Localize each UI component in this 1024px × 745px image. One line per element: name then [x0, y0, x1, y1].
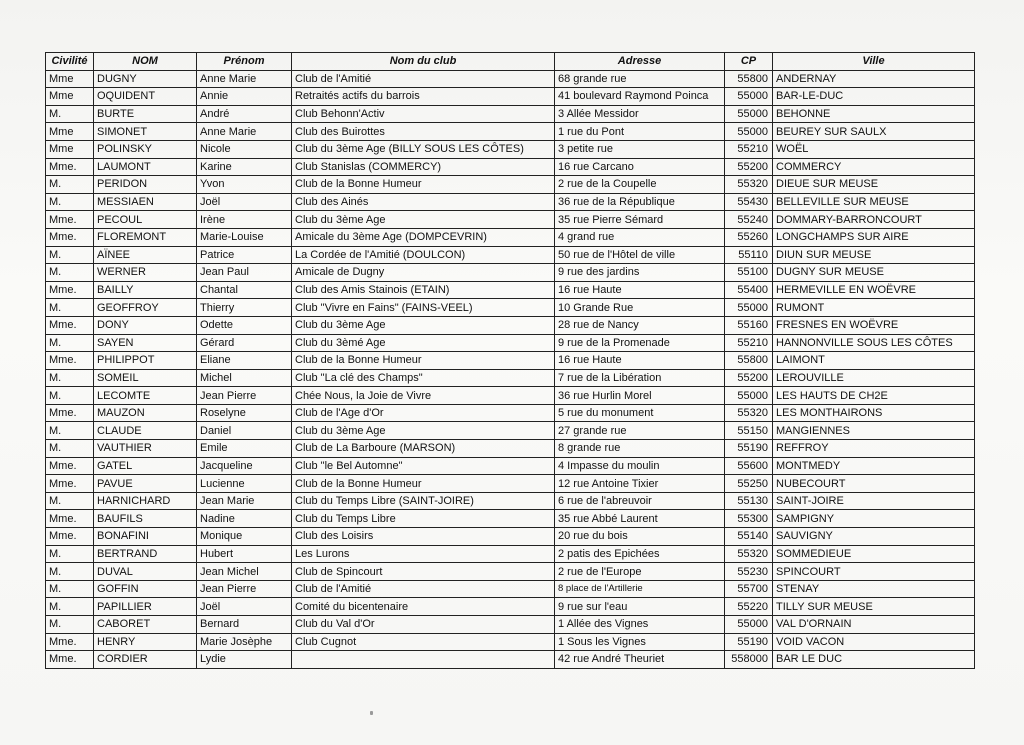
cell-cp: 55000 — [725, 105, 773, 123]
cell-adresse: 16 rue Carcano — [555, 158, 725, 176]
cell-adresse: 10 Grande Rue — [555, 299, 725, 317]
cell-prenom: Jean Pierre — [197, 387, 292, 405]
club-contacts-table — [45, 52, 975, 669]
cell-ville: ANDERNAY — [773, 70, 975, 88]
cell-ville: SAINT-JOIRE — [773, 492, 975, 510]
cell-prenom: Bernard — [197, 616, 292, 634]
cell-nom: HARNICHARD — [94, 492, 197, 510]
cell-civilite: Mme. — [46, 457, 94, 475]
cell-ville: DIEUE SUR MEUSE — [773, 176, 975, 194]
cell-club: Club de Spincourt — [292, 563, 555, 581]
cell-nom: BONAFINI — [94, 528, 197, 546]
cell-prenom: Nicole — [197, 140, 292, 158]
cell-ville: RUMONT — [773, 299, 975, 317]
cell-nom: VAUTHIER — [94, 440, 197, 458]
cell-nom: FLOREMONT — [94, 228, 197, 246]
cell-club: Club des Ainés — [292, 193, 555, 211]
cell-civilite: M. — [46, 246, 94, 264]
cell-club — [292, 651, 555, 669]
cell-nom: SIMONET — [94, 123, 197, 141]
cell-adresse: 20 rue du bois — [555, 528, 725, 546]
cell-club: Club du Temps Libre — [292, 510, 555, 528]
header-civilite: Civilité — [46, 53, 94, 71]
cell-cp: 55800 — [725, 352, 773, 370]
cell-club: Chée Nous, la Joie de Vivre — [292, 387, 555, 405]
table-row — [46, 281, 975, 299]
cell-nom: BURTE — [94, 105, 197, 123]
cell-civilite: Mme — [46, 123, 94, 141]
cell-cp: 55130 — [725, 492, 773, 510]
scan-speck — [370, 711, 373, 715]
cell-nom: GOFFIN — [94, 580, 197, 598]
cell-cp: 55190 — [725, 633, 773, 651]
cell-nom: MAUZON — [94, 404, 197, 422]
cell-nom: DUVAL — [94, 563, 197, 581]
cell-nom: BAILLY — [94, 281, 197, 299]
cell-ville: VAL D'ORNAIN — [773, 616, 975, 634]
cell-ville: TILLY SUR MEUSE — [773, 598, 975, 616]
cell-adresse: 8 place de l'Artillerie — [555, 580, 725, 598]
cell-civilite: Mme. — [46, 510, 94, 528]
table-row — [46, 633, 975, 651]
cell-club: Club "La clé des Champs" — [292, 369, 555, 387]
cell-prenom: Odette — [197, 316, 292, 334]
table-row — [46, 369, 975, 387]
cell-adresse: 35 rue Abbé Laurent — [555, 510, 725, 528]
cell-prenom: Emile — [197, 440, 292, 458]
cell-cp: 55200 — [725, 369, 773, 387]
cell-adresse: 2 rue de l'Europe — [555, 563, 725, 581]
cell-cp: 55250 — [725, 475, 773, 493]
cell-prenom: Jean Michel — [197, 563, 292, 581]
cell-cp: 55000 — [725, 123, 773, 141]
cell-adresse: 50 rue de l'Hôtel de ville — [555, 246, 725, 264]
cell-civilite: Mme. — [46, 316, 94, 334]
cell-club: Amicale du 3ème Age (DOMPCEVRIN) — [292, 228, 555, 246]
cell-club: Club de la Bonne Humeur — [292, 352, 555, 370]
cell-club: Club de la Bonne Humeur — [292, 475, 555, 493]
cell-civilite: Mme. — [46, 528, 94, 546]
cell-club: Club du 3ème Age — [292, 211, 555, 229]
cell-prenom: Anne Marie — [197, 70, 292, 88]
table-row — [46, 228, 975, 246]
cell-club: Club de la Bonne Humeur — [292, 176, 555, 194]
cell-prenom: Joël — [197, 193, 292, 211]
cell-club: Comité du bicentenaire — [292, 598, 555, 616]
cell-nom: PHILIPPOT — [94, 352, 197, 370]
cell-prenom: Yvon — [197, 176, 292, 194]
table-row — [46, 616, 975, 634]
cell-ville: DOMMARY-BARRONCOURT — [773, 211, 975, 229]
cell-adresse: 2 patis des Epichées — [555, 545, 725, 563]
cell-adresse: 42 rue André Theuriet — [555, 651, 725, 669]
table-row — [46, 140, 975, 158]
cell-ville: HANNONVILLE SOUS LES CÔTES — [773, 334, 975, 352]
cell-civilite: M. — [46, 616, 94, 634]
cell-adresse: 28 rue de Nancy — [555, 316, 725, 334]
cell-club: Club de l'Age d'Or — [292, 404, 555, 422]
cell-ville: BEUREY SUR SAULX — [773, 123, 975, 141]
table-row — [46, 105, 975, 123]
cell-ville: NUBECOURT — [773, 475, 975, 493]
cell-civilite: M. — [46, 440, 94, 458]
cell-ville: DIUN SUR MEUSE — [773, 246, 975, 264]
cell-prenom: Anne Marie — [197, 123, 292, 141]
table-row — [46, 404, 975, 422]
cell-club: La Cordée de l'Amitié (DOULCON) — [292, 246, 555, 264]
cell-club: Club des Loisirs — [292, 528, 555, 546]
cell-club: Club du 3ème Age — [292, 422, 555, 440]
cell-club: Club des Buirottes — [292, 123, 555, 141]
cell-adresse: 12 rue Antoine Tixier — [555, 475, 725, 493]
cell-civilite: M. — [46, 193, 94, 211]
table-row — [46, 580, 975, 598]
table-row — [46, 528, 975, 546]
cell-nom: PERIDON — [94, 176, 197, 194]
cell-prenom: André — [197, 105, 292, 123]
cell-prenom: Jean Marie — [197, 492, 292, 510]
cell-ville: SOMMEDIEUE — [773, 545, 975, 563]
table-row — [46, 334, 975, 352]
cell-ville: VOID VACON — [773, 633, 975, 651]
cell-cp: 55800 — [725, 70, 773, 88]
table-row — [46, 211, 975, 229]
cell-club: Club du Val d'Or — [292, 616, 555, 634]
cell-prenom: Marie-Louise — [197, 228, 292, 246]
cell-civilite: Mme. — [46, 352, 94, 370]
cell-nom: OQUIDENT — [94, 88, 197, 106]
cell-adresse: 7 rue de la Libération — [555, 369, 725, 387]
cell-ville: HERMEVILLE EN WOËVRE — [773, 281, 975, 299]
table-row — [46, 651, 975, 669]
cell-cp: 55320 — [725, 545, 773, 563]
cell-civilite: Mme — [46, 70, 94, 88]
cell-nom: LECOMTE — [94, 387, 197, 405]
cell-nom: GATEL — [94, 457, 197, 475]
cell-civilite: M. — [46, 580, 94, 598]
table-row — [46, 510, 975, 528]
cell-adresse: 4 grand rue — [555, 228, 725, 246]
cell-civilite: M. — [46, 369, 94, 387]
cell-ville: MONTMEDY — [773, 457, 975, 475]
cell-cp: 55220 — [725, 598, 773, 616]
cell-ville: SAUVIGNY — [773, 528, 975, 546]
cell-prenom: Nadine — [197, 510, 292, 528]
table-row — [46, 193, 975, 211]
cell-ville: DUGNY SUR MEUSE — [773, 264, 975, 282]
cell-cp: 55140 — [725, 528, 773, 546]
header-adresse: Adresse — [555, 53, 725, 71]
cell-prenom: Jacqueline — [197, 457, 292, 475]
cell-nom: BAUFILS — [94, 510, 197, 528]
cell-club: Club "Vivre en Fains" (FAINS-VEEL) — [292, 299, 555, 317]
cell-nom: MESSIAEN — [94, 193, 197, 211]
cell-club: Club du 3ème Age — [292, 316, 555, 334]
cell-adresse: 6 rue de l'abreuvoir — [555, 492, 725, 510]
cell-cp: 55160 — [725, 316, 773, 334]
cell-civilite: M. — [46, 598, 94, 616]
cell-cp: 55000 — [725, 616, 773, 634]
cell-adresse: 4 Impasse du moulin — [555, 457, 725, 475]
cell-civilite: Mme. — [46, 651, 94, 669]
cell-cp: 55700 — [725, 580, 773, 598]
cell-nom: SAYEN — [94, 334, 197, 352]
cell-adresse: 35 rue Pierre Sémard — [555, 211, 725, 229]
cell-prenom: Daniel — [197, 422, 292, 440]
table-row — [46, 457, 975, 475]
table-row — [46, 246, 975, 264]
cell-cp: 55210 — [725, 140, 773, 158]
cell-nom: LAUMONT — [94, 158, 197, 176]
cell-club: Retraités actifs du barrois — [292, 88, 555, 106]
cell-club: Club Stanislas (COMMERCY) — [292, 158, 555, 176]
cell-club: Les Lurons — [292, 545, 555, 563]
cell-nom: CORDIER — [94, 651, 197, 669]
table-row — [46, 316, 975, 334]
table-row — [46, 475, 975, 493]
cell-civilite: Mme — [46, 140, 94, 158]
cell-ville: BEHONNE — [773, 105, 975, 123]
cell-club: Club "le Bel Automne" — [292, 457, 555, 475]
cell-civilite: Mme. — [46, 211, 94, 229]
cell-nom: POLINSKY — [94, 140, 197, 158]
header-nom-du-club: Nom du club — [292, 53, 555, 71]
cell-civilite: Mme. — [46, 633, 94, 651]
cell-club: Club Behonn'Activ — [292, 105, 555, 123]
cell-club: Club du Temps Libre (SAINT-JOIRE) — [292, 492, 555, 510]
cell-ville: LES HAUTS DE CH2E — [773, 387, 975, 405]
cell-club: Club de l'Amitié — [292, 70, 555, 88]
cell-cp: 558000 — [725, 651, 773, 669]
cell-adresse: 41 boulevard Raymond Poinca — [555, 88, 725, 106]
cell-prenom: Jean Pierre — [197, 580, 292, 598]
cell-adresse: 27 grande rue — [555, 422, 725, 440]
cell-adresse: 9 rue sur l'eau — [555, 598, 725, 616]
cell-cp: 55260 — [725, 228, 773, 246]
table-row — [46, 563, 975, 581]
cell-civilite: M. — [46, 492, 94, 510]
cell-cp: 55000 — [725, 387, 773, 405]
cell-civilite: Mme — [46, 88, 94, 106]
cell-prenom: Michel — [197, 369, 292, 387]
cell-civilite: M. — [46, 545, 94, 563]
cell-ville: BAR-LE-DUC — [773, 88, 975, 106]
table-row — [46, 88, 975, 106]
cell-adresse: 16 rue Haute — [555, 281, 725, 299]
cell-prenom: Marie Josèphe — [197, 633, 292, 651]
cell-club: Club du 3ème Age (BILLY SOUS LES CÔTES) — [292, 140, 555, 158]
cell-club: Club Cugnot — [292, 633, 555, 651]
cell-civilite: M. — [46, 264, 94, 282]
cell-nom: CABORET — [94, 616, 197, 634]
cell-cp: 55320 — [725, 404, 773, 422]
cell-cp: 55150 — [725, 422, 773, 440]
cell-club: Club du 3èmé Age — [292, 334, 555, 352]
cell-prenom: Lucienne — [197, 475, 292, 493]
cell-civilite: M. — [46, 334, 94, 352]
cell-nom: GEOFFROY — [94, 299, 197, 317]
table-row — [46, 158, 975, 176]
cell-cp: 55000 — [725, 299, 773, 317]
header-cp: CP — [725, 53, 773, 71]
cell-nom: AÏNEE — [94, 246, 197, 264]
cell-cp: 55200 — [725, 158, 773, 176]
cell-adresse: 9 rue des jardins — [555, 264, 725, 282]
table-row — [46, 123, 975, 141]
cell-nom: WERNER — [94, 264, 197, 282]
cell-nom: SOMEIL — [94, 369, 197, 387]
header-prenom: Prénom — [197, 53, 292, 71]
cell-nom: HENRY — [94, 633, 197, 651]
cell-adresse: 36 rue Hurlin Morel — [555, 387, 725, 405]
cell-cp: 55100 — [725, 264, 773, 282]
cell-adresse: 5 rue du monument — [555, 404, 725, 422]
cell-prenom: Patrice — [197, 246, 292, 264]
cell-ville: SPINCOURT — [773, 563, 975, 581]
table-row — [46, 387, 975, 405]
cell-prenom: Roselyne — [197, 404, 292, 422]
cell-club: Club des Amis Stainois (ETAIN) — [292, 281, 555, 299]
cell-cp: 55000 — [725, 88, 773, 106]
cell-nom: PECOUL — [94, 211, 197, 229]
cell-ville: FRESNES EN WOËVRE — [773, 316, 975, 334]
cell-adresse: 36 rue de la République — [555, 193, 725, 211]
cell-nom: BERTRAND — [94, 545, 197, 563]
cell-civilite: M. — [46, 422, 94, 440]
cell-cp: 55210 — [725, 334, 773, 352]
cell-adresse: 2 rue de la Coupelle — [555, 176, 725, 194]
cell-ville: REFFROY — [773, 440, 975, 458]
table-row — [46, 422, 975, 440]
cell-adresse: 3 Allée Messidor — [555, 105, 725, 123]
cell-adresse: 1 Allée des Vignes — [555, 616, 725, 634]
cell-cp: 55430 — [725, 193, 773, 211]
cell-ville: LEROUVILLE — [773, 369, 975, 387]
header-nom: NOM — [94, 53, 197, 71]
table-row — [46, 440, 975, 458]
header-ville: Ville — [773, 53, 975, 71]
cell-ville: LONGCHAMPS SUR AIRE — [773, 228, 975, 246]
cell-club: Amicale de Dugny — [292, 264, 555, 282]
table-row — [46, 70, 975, 88]
cell-cp: 55320 — [725, 176, 773, 194]
cell-adresse: 1 Sous les Vignes — [555, 633, 725, 651]
cell-prenom: Eliane — [197, 352, 292, 370]
cell-ville: BELLEVILLE SUR MEUSE — [773, 193, 975, 211]
cell-prenom: Thierry — [197, 299, 292, 317]
cell-civilite: Mme. — [46, 475, 94, 493]
cell-cp: 55300 — [725, 510, 773, 528]
cell-prenom: Monique — [197, 528, 292, 546]
header-row — [46, 53, 975, 71]
cell-civilite: M. — [46, 176, 94, 194]
cell-adresse: 16 rue Haute — [555, 352, 725, 370]
cell-ville: LAIMONT — [773, 352, 975, 370]
cell-nom: DONY — [94, 316, 197, 334]
table-row — [46, 492, 975, 510]
table-row — [46, 176, 975, 194]
cell-civilite: Mme. — [46, 158, 94, 176]
cell-ville: COMMERCY — [773, 158, 975, 176]
cell-cp: 55240 — [725, 211, 773, 229]
cell-civilite: Mme. — [46, 281, 94, 299]
cell-cp: 55190 — [725, 440, 773, 458]
cell-prenom: Gérard — [197, 334, 292, 352]
cell-nom: PAVUE — [94, 475, 197, 493]
cell-ville: LES MONTHAIRONS — [773, 404, 975, 422]
cell-club: Club de La Barboure (MARSON) — [292, 440, 555, 458]
cell-cp: 55230 — [725, 563, 773, 581]
cell-cp: 55600 — [725, 457, 773, 475]
cell-club: Club de l'Amitié — [292, 580, 555, 598]
cell-prenom: Jean Paul — [197, 264, 292, 282]
cell-adresse: 3 petite rue — [555, 140, 725, 158]
table-row — [46, 264, 975, 282]
cell-civilite: M. — [46, 387, 94, 405]
cell-cp: 55400 — [725, 281, 773, 299]
cell-ville: WOËL — [773, 140, 975, 158]
cell-adresse: 1 rue du Pont — [555, 123, 725, 141]
cell-ville: MANGIENNES — [773, 422, 975, 440]
cell-nom: CLAUDE — [94, 422, 197, 440]
cell-prenom: Karine — [197, 158, 292, 176]
cell-ville: STENAY — [773, 580, 975, 598]
cell-nom: DUGNY — [94, 70, 197, 88]
cell-nom: PAPILLIER — [94, 598, 197, 616]
table-row — [46, 352, 975, 370]
cell-civilite: M. — [46, 299, 94, 317]
cell-prenom: Irène — [197, 211, 292, 229]
cell-prenom: Chantal — [197, 281, 292, 299]
table-row — [46, 299, 975, 317]
table-row — [46, 545, 975, 563]
cell-ville: SAMPIGNY — [773, 510, 975, 528]
cell-ville: BAR LE DUC — [773, 651, 975, 669]
cell-civilite: M. — [46, 563, 94, 581]
cell-prenom: Hubert — [197, 545, 292, 563]
cell-adresse: 8 grande rue — [555, 440, 725, 458]
cell-prenom: Joël — [197, 598, 292, 616]
cell-prenom: Lydie — [197, 651, 292, 669]
cell-civilite: Mme. — [46, 404, 94, 422]
cell-adresse: 68 grande rue — [555, 70, 725, 88]
cell-adresse: 9 rue de la Promenade — [555, 334, 725, 352]
cell-civilite: Mme. — [46, 228, 94, 246]
table-row — [46, 598, 975, 616]
cell-cp: 55110 — [725, 246, 773, 264]
cell-civilite: M. — [46, 105, 94, 123]
cell-prenom: Annie — [197, 88, 292, 106]
